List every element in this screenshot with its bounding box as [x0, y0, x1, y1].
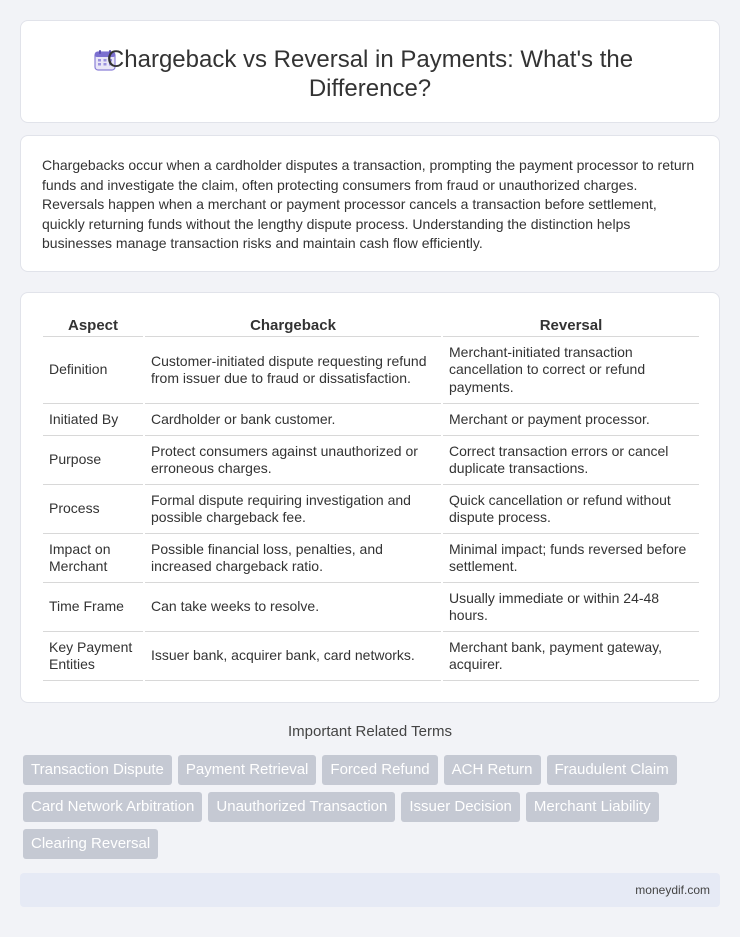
table-header-row [43, 313, 699, 337]
reversal-cell: Merchant bank, payment gateway, acquirer. [443, 632, 699, 681]
reversal-cell: Minimal impact; funds reversed before settlement. [443, 534, 699, 583]
tag-clearing-reversal[interactable]: Clearing Reversal [23, 829, 158, 859]
tag-fraudulent-claim[interactable]: Fraudulent Claim [547, 755, 677, 785]
reversal-cell: Usually immediate or within 24-48 hours. [443, 583, 699, 632]
tag-payment-retrieval[interactable]: Payment Retrieval [178, 755, 317, 785]
chargeback-cell: Customer-initiated dispute requesting refund from issuer due to fraud or dissatisfaction. [145, 337, 441, 404]
aspect-cell: Key Payment Entities [43, 632, 143, 681]
page-title: Chargeback vs Reversal in Payments: What's the Difference? [106, 46, 634, 102]
related-terms-list [23, 755, 723, 859]
reversal-cell: Quick cancellation or refund without dispute process. [443, 485, 699, 534]
aspect-cell: Impact on Merchant [43, 534, 143, 583]
table-row [43, 337, 699, 404]
comparison-card [20, 292, 720, 703]
chargeback-cell: Formal dispute requiring investigation and possible chargeback fee. [145, 485, 441, 534]
chargeback-cell: Cardholder or bank customer. [145, 404, 441, 436]
aspect-cell: Process [43, 485, 143, 534]
reversal-cell: Merchant-initiated transaction cancellation to correct or refund payments. [443, 337, 699, 404]
intro-paragraph: Chargebacks occur when a cardholder disputes a transaction, prompting the payment processor to return funds and investigate the claim, often protecting consumers from fraud or unauthorized charges. Reversals happen when a merchant or payment processor cancels a transaction before settlement, quickly returning funds without the lengthy dispute process. Understanding the distinction helps businesses manage transaction risks and maintain cash flow efficiently. [42, 157, 695, 251]
footer [20, 873, 720, 907]
tag-card-network-arbitration[interactable]: Card Network Arbitration [23, 792, 202, 822]
intro-card [20, 135, 720, 272]
table-row [43, 436, 699, 485]
title-card [20, 20, 720, 123]
chargeback-cell: Possible financial loss, penalties, and increased chargeback ratio. [145, 534, 441, 583]
aspect-cell: Time Frame [43, 583, 143, 632]
column-header-aspect: Aspect [43, 313, 143, 337]
tag-ach-return[interactable]: ACH Return [444, 755, 541, 785]
table-row [43, 485, 699, 534]
tag-merchant-liability[interactable]: Merchant Liability [526, 792, 659, 822]
column-header-chargeback: Chargeback [145, 313, 441, 337]
table-row [43, 583, 699, 632]
reversal-cell: Correct transaction errors or cancel duplicate transactions. [443, 436, 699, 485]
tag-forced-refund[interactable]: Forced Refund [322, 755, 437, 785]
tag-unauthorized-transaction[interactable]: Unauthorized Transaction [208, 792, 395, 822]
chargeback-cell: Protect consumers against unauthorized or erroneous charges. [145, 436, 441, 485]
chargeback-cell: Issuer bank, acquirer bank, card networks. [145, 632, 441, 681]
column-header-reversal: Reversal [443, 313, 699, 337]
table-row [43, 534, 699, 583]
tag-transaction-dispute[interactable]: Transaction Dispute [23, 755, 172, 785]
tag-issuer-decision[interactable]: Issuer Decision [401, 792, 520, 822]
reversal-cell: Merchant or payment processor. [443, 404, 699, 436]
comparison-table [41, 313, 701, 681]
footer-site-link[interactable]: moneydif.com [635, 883, 710, 897]
aspect-cell: Initiated By [43, 404, 143, 436]
table-row [43, 632, 699, 681]
aspect-cell: Definition [43, 337, 143, 404]
chargeback-cell: Can take weeks to resolve. [145, 583, 441, 632]
table-row [43, 404, 699, 436]
related-terms-heading: Important Related Terms [288, 723, 452, 740]
aspect-cell: Purpose [43, 436, 143, 485]
